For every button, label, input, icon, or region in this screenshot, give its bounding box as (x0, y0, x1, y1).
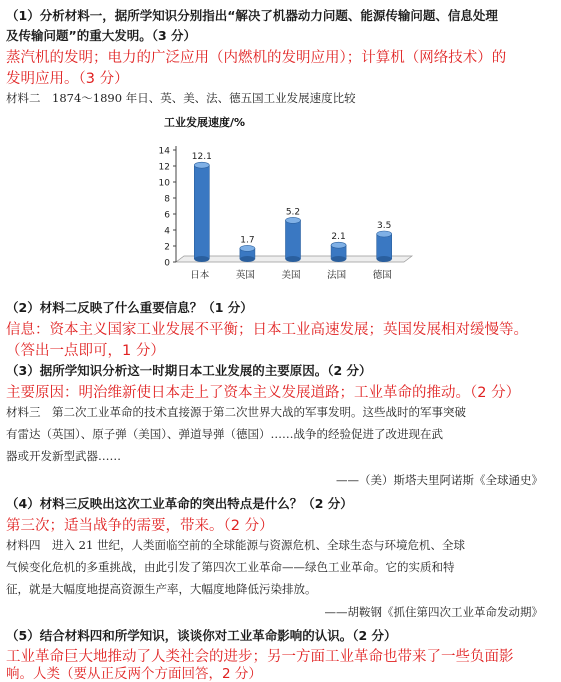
q5-question: （5）结合材料四和所学知识，谈谈你对工业革命影响的认识。（2 分） (6, 628, 397, 643)
q2-answer-line2: （答出一点即可，1 分） (6, 343, 165, 359)
q5-answer-line2: 响。人类（要从正反两个方面回答，2 分） (6, 666, 262, 682)
y-tick-label: 10 (158, 178, 170, 189)
material4-line2: 气候变化危机的多重挑战，由此引发了第四次工业革命——绿色工业革命。它的实质和特 (6, 560, 455, 574)
x-tick-label: 日本 (190, 270, 210, 281)
q5-answer-line1: 工业革命巨大地推动了人类社会的进步；另一方面工业革命也带来了一些负面影 (6, 649, 514, 665)
bar (240, 245, 255, 262)
q2-question: （2）材料二反映了什么重要信息？（1 分） (6, 300, 253, 315)
x-tick-label: 美国 (281, 270, 301, 281)
q1-answer-line2: 发明应用。（3 分） (6, 71, 129, 87)
q1-answer-line1: 蒸汽机的发明；电力的广泛应用（内燃机的发明应用）；计算机（网络技术）的 (6, 50, 507, 66)
bar-base (240, 256, 255, 262)
y-tick-label: 12 (158, 162, 170, 173)
y-tick-label: 14 (158, 146, 170, 157)
bar (194, 162, 209, 262)
material3-line3: 器或开发新型武器…… (6, 449, 121, 463)
bar-value-label: 3.5 (377, 221, 392, 231)
bar-top (331, 242, 346, 248)
y-tick-label: 0 (164, 258, 170, 269)
bar-base (194, 256, 209, 262)
q1-line2: 及传输问题”的重大发明。（3 分） (6, 28, 197, 43)
bar-top (286, 217, 301, 223)
q1-line1: （1）分析材料一，据所学知识分别指出“解决了机器动力问题、能源传输问题、信息处理 (6, 8, 498, 23)
bar-value-label: 2.1 (331, 232, 346, 243)
material4-source: ——胡鞍钢《抓住第四次工业革命发动期》 (324, 605, 543, 619)
chart-title: 工业发展速度/% (164, 116, 246, 129)
bar (286, 217, 301, 262)
bar (377, 231, 392, 262)
bar-base (331, 256, 346, 262)
bar-body (286, 220, 301, 259)
bar-base (286, 256, 301, 262)
q4-question: （4）材料三反映出这次工业革命的突出特点是什么？（2 分） (6, 496, 353, 511)
y-tick-label: 8 (164, 194, 170, 205)
bar-top (194, 162, 209, 168)
bar-top (240, 245, 255, 251)
x-tick-label: 英国 (235, 270, 255, 281)
material4-line1: 材料四 进入 21 世纪，人类面临空前的全球能源与资源危机、全球生态与环境危机、全球 (6, 538, 465, 552)
material3-line2: 有雷达（英国）、原子弹（美国）、弹道导弹（德国）……战争的经验促进了改进现在武 (6, 427, 443, 441)
bar-value-label: 5.2 (285, 207, 301, 218)
x-tick-label: 德国 (372, 270, 392, 281)
bar-base (377, 256, 392, 262)
bar-body (194, 165, 209, 259)
q4-answer: 第三次；适当战争的需要，带来。（2 分） (6, 518, 274, 534)
bar-value-label: 12.1 (191, 152, 212, 163)
bar-top (377, 231, 392, 237)
q2-answer-line1: 信息：资本主义国家工业发展不平衡；日本工业高速发展；英国发展相对缓慢等。 (6, 322, 528, 338)
bar-body (377, 234, 392, 259)
q3-answer: 主要原因：明治维新使日本走上了资本主义发展道路；工业革命的推动。（2 分） (6, 385, 521, 401)
material2-intro: 材料二 1874～1890 年日、英、美、法、德五国工业发展速度比较 (6, 91, 356, 105)
material3-source: ——（美）斯塔夫里阿诺斯《全球通史》 (336, 473, 543, 487)
y-tick-label: 2 (164, 242, 170, 253)
material3-line1: 材料三 第二次工业革命的技术直接源于第二次世界大战的军事发明。这些战时的军事突破 (6, 405, 466, 419)
y-tick-label: 6 (164, 210, 170, 221)
industry-growth-chart (136, 116, 436, 296)
y-tick-label: 4 (164, 226, 170, 237)
x-tick-label: 法国 (327, 270, 347, 281)
q3-question: （3）据所学知识分析这一时期日本工业发展的主要原因。（2 分） (6, 363, 372, 378)
bar-value-label: 1.7 (240, 235, 255, 246)
bar (331, 242, 346, 262)
material4-line3: 征，就是大幅度地提高资源生产率，大幅度地降低污染排放。 (6, 582, 317, 596)
